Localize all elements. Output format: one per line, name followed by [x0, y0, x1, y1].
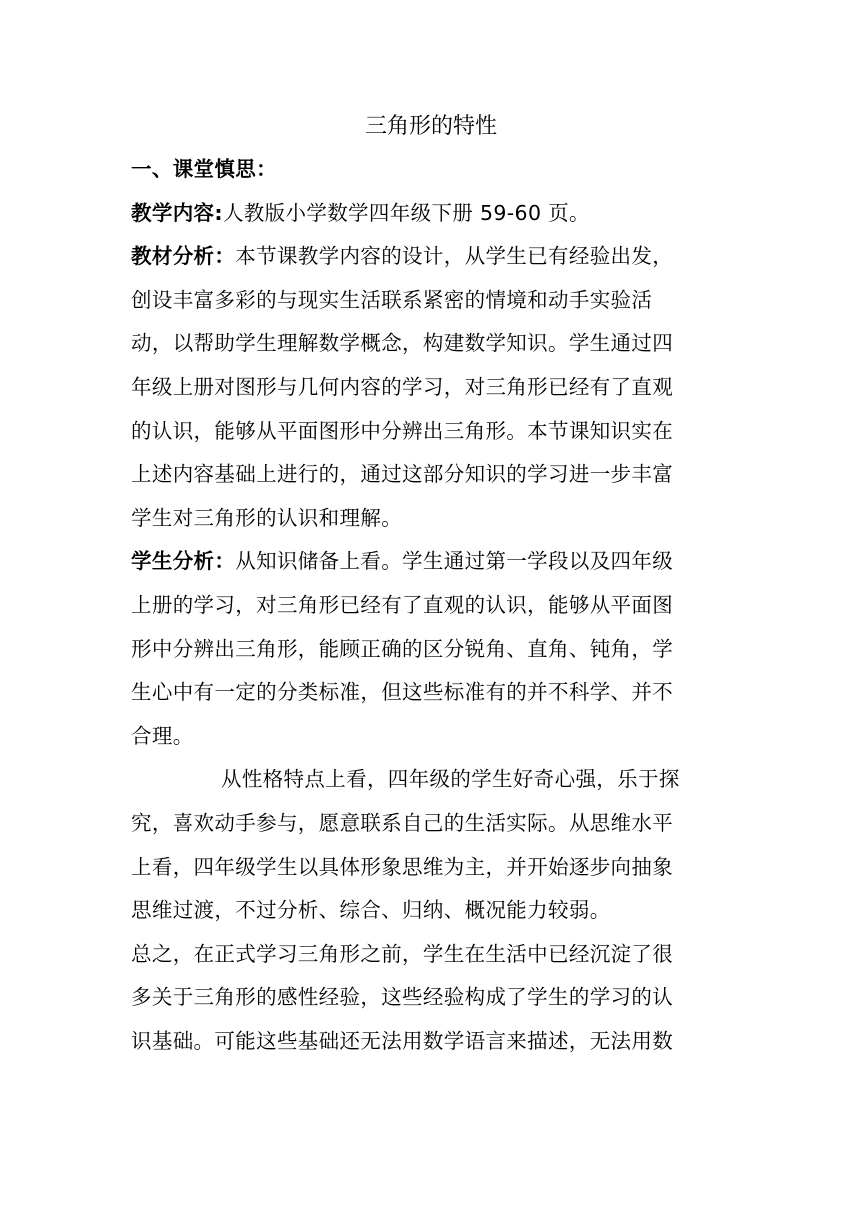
student-analysis-text: 从知识储备上看。学生通过第一学段以及四年级: [235, 549, 674, 574]
teaching-content-paragraph: [131, 192, 731, 236]
summary-paragraph: [131, 933, 731, 1064]
student-analysis-paragraph: [131, 540, 731, 758]
material-analysis-line: 上述内容基础上进行的，通过这部分知识的学习进一步丰富: [131, 462, 674, 487]
summary-line: 多关于三角形的感性经验，这些经验构成了学生的学习的认: [131, 985, 674, 1010]
material-analysis-line: 学生对三角形的认识和理解。: [131, 505, 403, 530]
teaching-content-text: 人教版小学数学四年级下册 59-60 页。: [222, 200, 590, 225]
material-analysis-paragraph: [131, 235, 731, 540]
student-analysis-line: 形中分辨出三角形，能顾正确的区分锐角、直角、钝角，学: [131, 636, 674, 661]
section-heading: 一、课堂慎思：: [131, 157, 277, 181]
material-analysis-line: 动，以帮助学生理解数学概念，构建数学知识。学生通过四: [131, 331, 674, 356]
personality-line: 上看，四年级学生以具体形象思维为主，并开始逐步向抽象: [131, 854, 674, 879]
document-title: 三角形的特性: [364, 114, 497, 139]
student-analysis-line: 合理。: [131, 723, 194, 748]
teaching-content-label: 教学内容:: [131, 200, 223, 225]
document-body: [131, 106, 731, 1063]
summary-line: 总之，在正式学习三角形之前，学生在生活中已经沉淀了很: [131, 941, 674, 966]
personality-line: 究，喜欢动手参与，愿意联系自己的生活实际。从思维水平: [131, 810, 674, 835]
material-analysis-line: 年级上册对图形与几何内容的学习，对三角形已经有了直观: [131, 374, 674, 399]
student-analysis-label: 学生分析：: [131, 549, 236, 574]
personality-line: 思维过渡，不过分析、综合、归纳、概况能力较弱。: [131, 898, 611, 923]
material-analysis-line: [131, 235, 731, 279]
material-analysis-line: 创设丰富多彩的与现实生活联系紧密的情境和动手实验活: [131, 287, 653, 312]
material-analysis-line: 的认识，能够从平面图形中分辨出三角形。本节课知识实在: [131, 418, 674, 443]
material-analysis-label: 教材分析：: [131, 244, 236, 269]
personality-line: 从性格特点上看，四年级的学生好奇心强，乐于探: [221, 767, 680, 792]
personality-paragraph: [131, 758, 731, 932]
summary-line: 识基础。可能这些基础还无法用数学语言来描述，无法用数: [131, 1028, 674, 1053]
material-analysis-text: 本节课教学内容的设计，从学生已有经验出发，: [235, 244, 674, 269]
student-analysis-line: [131, 540, 731, 584]
student-analysis-line: 生心中有一定的分类标准，但这些标准有的并不科学、并不: [131, 680, 674, 705]
student-analysis-line: 上册的学习，对三角形已经有了直观的认识，能够从平面图: [131, 592, 674, 617]
